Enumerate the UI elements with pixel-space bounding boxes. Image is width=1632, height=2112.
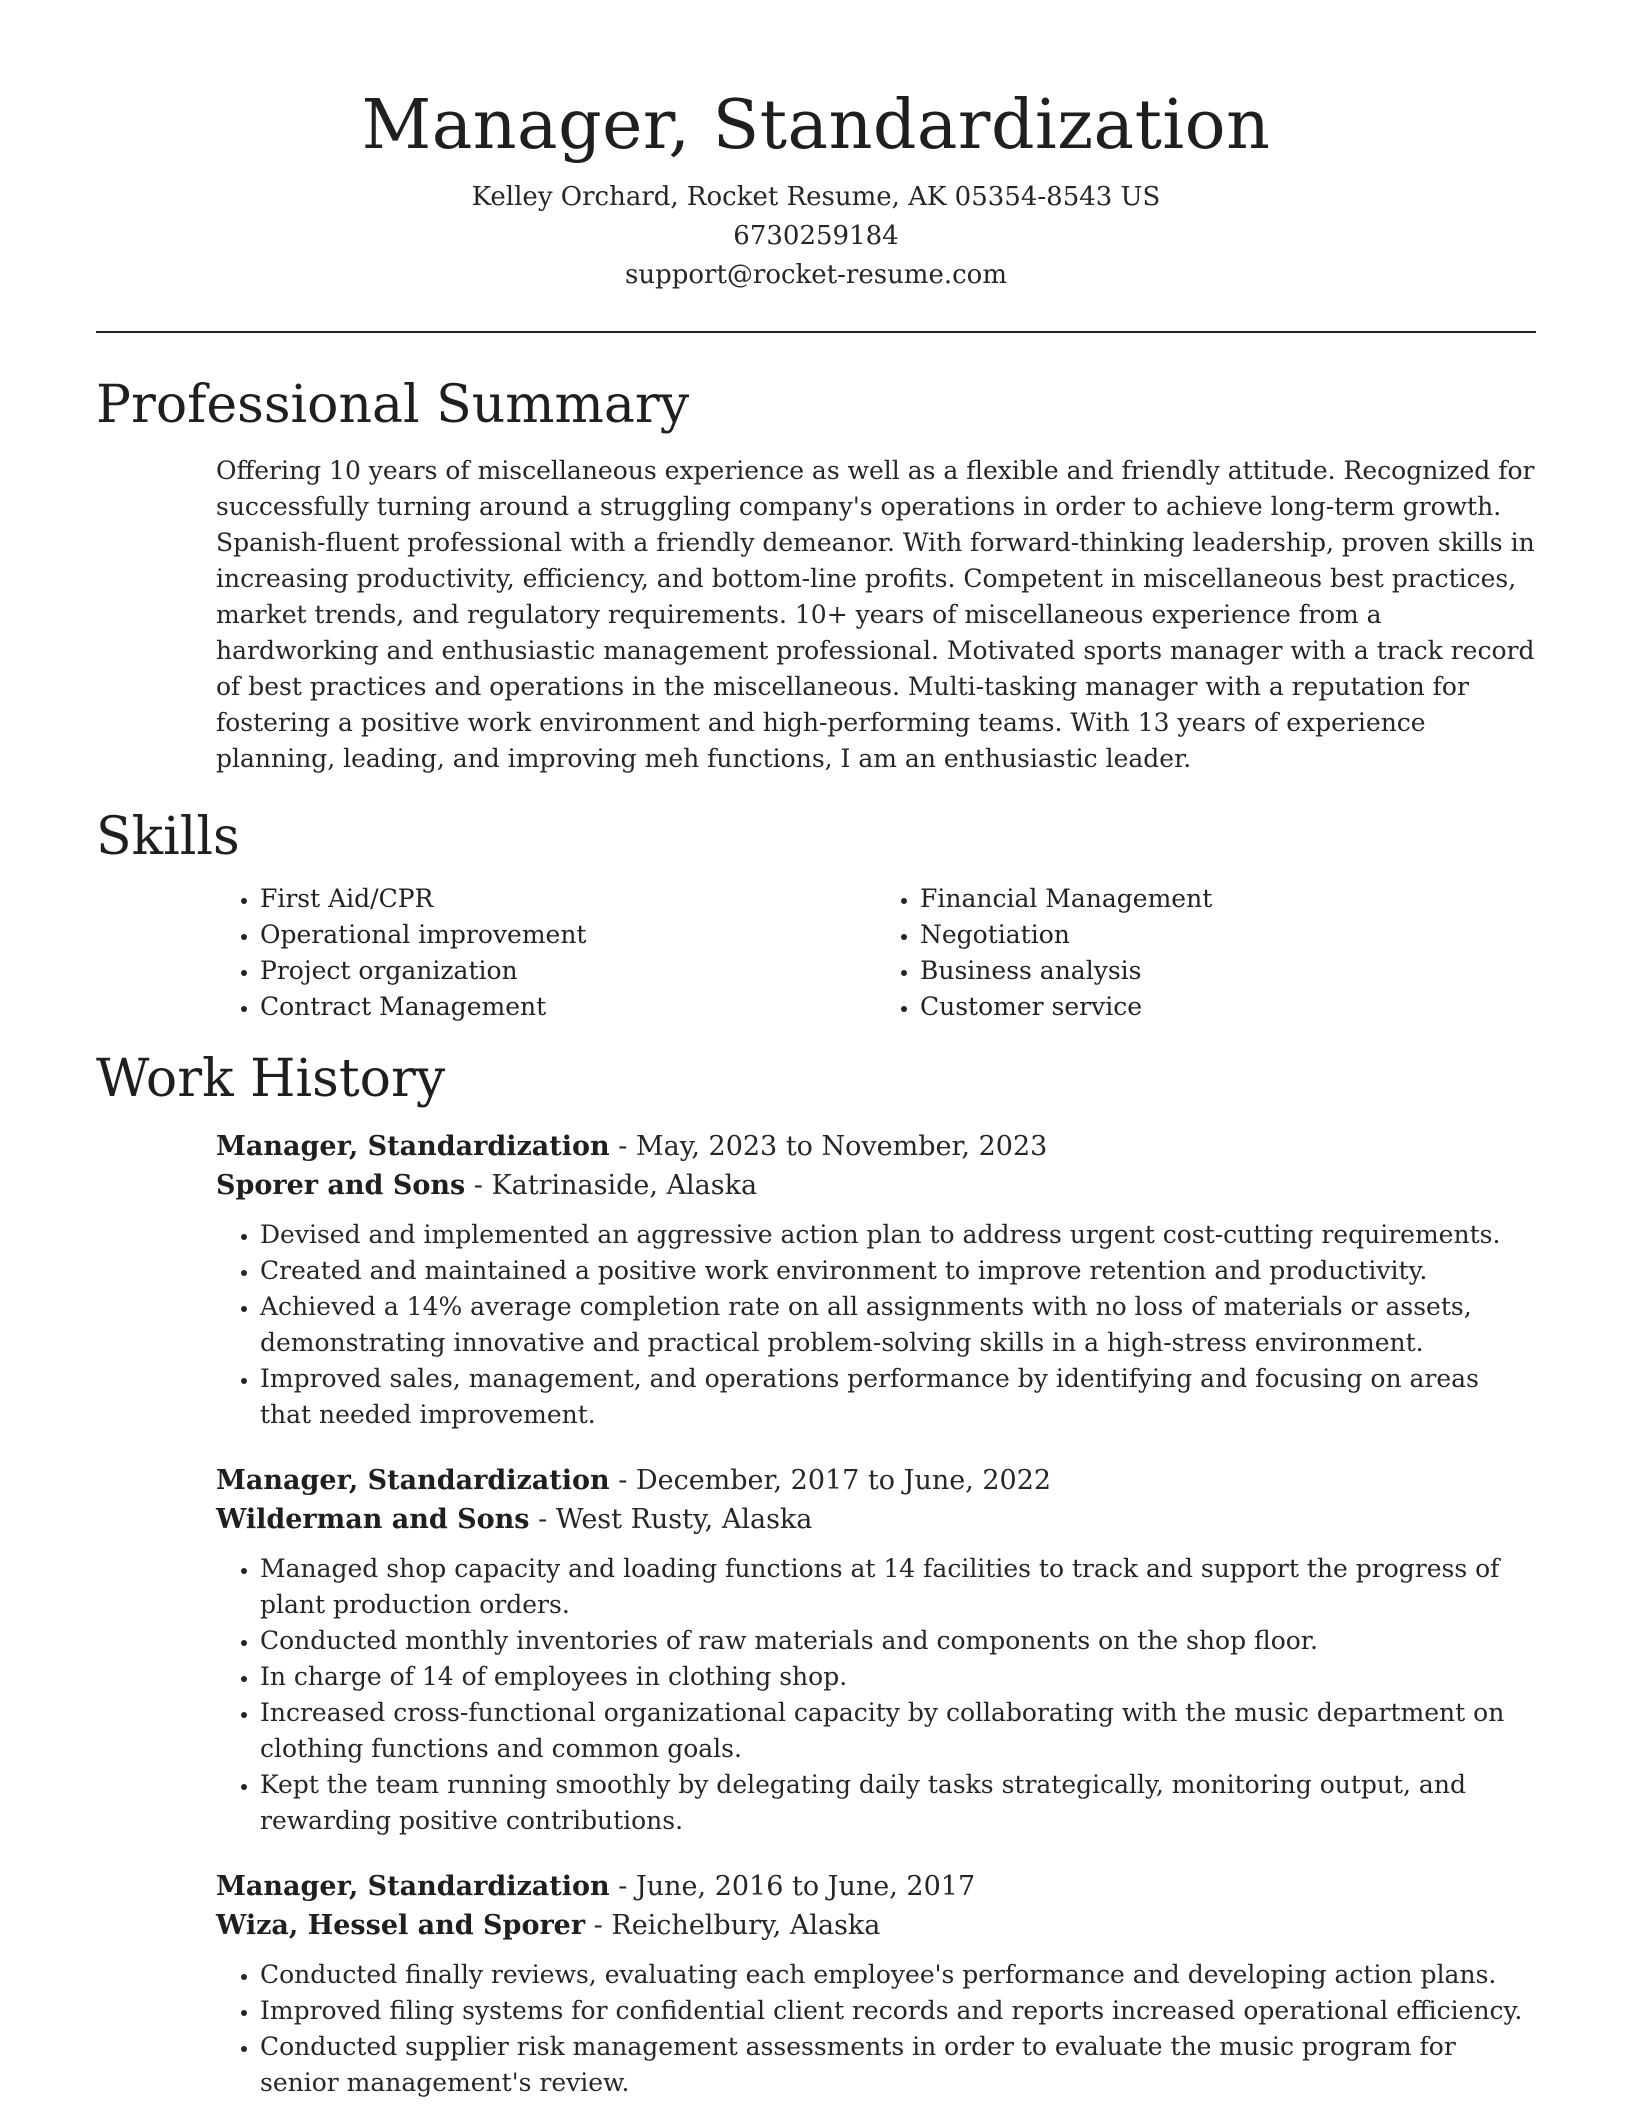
job-bullet: • Kept the team running smoothly by delegating daily tasks strategically, monitoring output, and rewarding positive contributions. [260, 1767, 1536, 1839]
skill-item: • Customer service [920, 989, 1536, 1025]
job-title-line [216, 1867, 1536, 1906]
contact-phone: 6730259184 [733, 221, 899, 251]
skills-column-right [876, 881, 1536, 1025]
job-bullets [216, 1217, 1536, 1433]
contact-block [96, 178, 1536, 295]
job-company-line [216, 1906, 1536, 1945]
job-bullet: • Increased cross-functional organizational capacity by collaborating with the music department on clothing functions and common goals. [260, 1695, 1536, 1767]
job-bullet: • Created and maintained a positive work environment to improve retention and productivity. [260, 1253, 1536, 1289]
skill-item: • Contract Management [260, 989, 876, 1025]
job-title-line [216, 1461, 1536, 1500]
work-history-heading: Work History [96, 1049, 446, 1109]
job-title-line [216, 1127, 1536, 1166]
resume-header [96, 0, 1536, 295]
candidate-name: Manager, Standardization [361, 86, 1271, 165]
job-bullet: • Achieved a 14% average completion rate on all assignments with no loss of materials or assets, demonstrating innovative and practical problem-solving skills in a high-stress environment. [260, 1289, 1536, 1361]
job-entry [216, 1461, 1536, 1839]
job-bullet: • Managed shop capacity and loading functions at 14 facilities to track and support the progress of plant production orders. [260, 1551, 1536, 1623]
job-company-line [216, 1500, 1536, 1539]
skills-heading: Skills [96, 807, 240, 867]
job-bullet: • Conducted finally reviews, evaluating each employee's performance and developing action plans. [260, 1957, 1536, 1993]
job-company: Sporer and Sons [216, 1170, 466, 1201]
skill-item: • Financial Management [920, 881, 1536, 917]
contact-address: Kelley Orchard, Rocket Resume, AK 05354-8543 US [471, 182, 1161, 212]
skill-item: • First Aid/CPR [260, 881, 876, 917]
job-dates: - May, 2023 to November, 2023 [609, 1131, 1048, 1162]
job-dates: - June, 2016 to June, 2017 [609, 1871, 976, 1902]
summary-heading: Professional Summary [96, 375, 690, 435]
job-dates: - December, 2017 to June, 2022 [609, 1465, 1052, 1496]
job-bullet: • Improved filing systems for confidential client records and reports increased operational efficiency. [260, 1993, 1536, 2029]
job-role: Manager, Standardization [216, 1871, 610, 1902]
job-bullet: • Improved sales, management, and operations performance by identifying and focusing on areas that needed improvement. [260, 1361, 1536, 1433]
resume-page [96, 0, 1536, 2101]
job-location: - Katrinaside, Alaska [465, 1170, 758, 1201]
job-company: Wiza, Hessel and Sporer [216, 1910, 586, 1941]
job-bullets [216, 1957, 1536, 2101]
job-company: Wilderman and Sons [216, 1504, 530, 1535]
skills-column-left [216, 881, 876, 1025]
summary-text: Offering 10 years of miscellaneous experience as well as a flexible and friendly attitude. Recognized for successfully turning around a struggling company's operations in order to achieve long-term growth. Spanish-fluent professional with a friendly demeanor. With forward-thinking leadership, proven skills in increasing productivity, efficiency, and bottom-line profits. Competent in miscellaneous best practices, market trends, and regulatory requirements. 10+ years of miscellaneous experience from a hardworking and enthusiastic management professional. Motivated sports manager with a track record of best practices and operations in the miscellaneous. Multi-tasking manager with a reputation for fostering a positive work environment and high-performing teams. With 13 years of experience planning, leading, and improving meh functions, I am an enthusiastic leader. [216, 456, 1535, 773]
job-company-line [216, 1166, 1536, 1205]
skill-item: • Negotiation [920, 917, 1536, 953]
job-bullets [216, 1551, 1536, 1839]
contact-email: support@rocket-resume.com [624, 260, 1007, 290]
skill-item: • Project organization [260, 953, 876, 989]
skills-grid [216, 881, 1536, 1025]
header-divider [96, 331, 1536, 333]
job-bullet: • Devised and implemented an aggressive action plan to address urgent cost-cutting requirements. [260, 1217, 1536, 1253]
skill-item: • Business analysis [920, 953, 1536, 989]
job-bullet: • Conducted monthly inventories of raw materials and components on the shop floor. [260, 1623, 1536, 1659]
job-role: Manager, Standardization [216, 1131, 610, 1162]
job-bullet: • In charge of 14 of employees in clothing shop. [260, 1659, 1536, 1695]
job-role: Manager, Standardization [216, 1465, 610, 1496]
job-location: - Reichelbury, Alaska [585, 1910, 881, 1941]
job-entry [216, 1127, 1536, 1433]
job-location: - West Rusty, Alaska [529, 1504, 813, 1535]
job-bullet: • Conducted supplier risk management assessments in order to evaluate the music program for senior management's review. [260, 2029, 1536, 2101]
skill-item: • Operational improvement [260, 917, 876, 953]
job-entry [216, 1867, 1536, 2101]
